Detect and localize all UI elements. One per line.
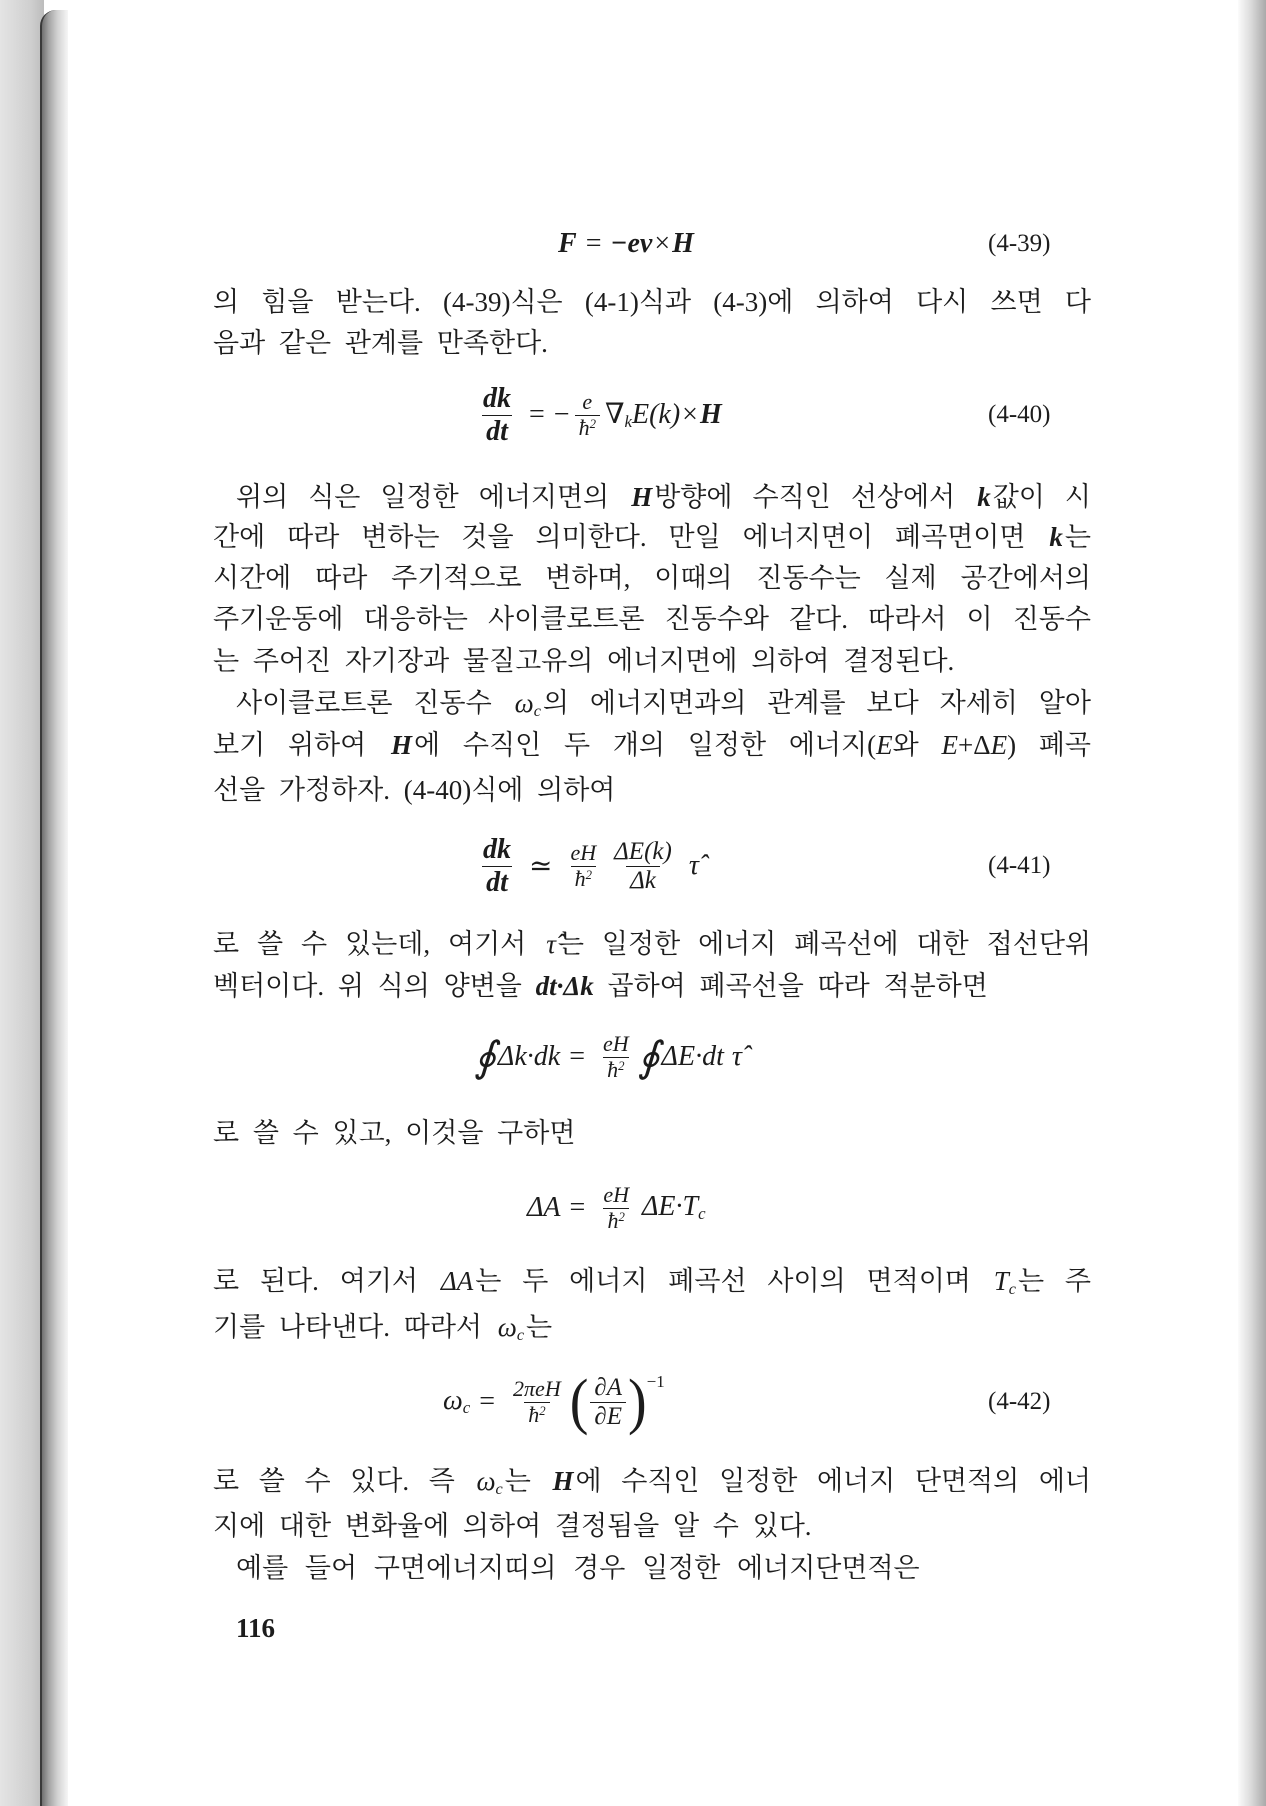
text-run: 는 (526, 1312, 553, 1342)
text-line (213, 517, 1091, 557)
text-run: 는 (1064, 522, 1091, 552)
hbar-symbol: ħ (528, 1401, 540, 1427)
math-symbol-H: H (699, 399, 722, 430)
math-term-omega-c (443, 1385, 470, 1418)
math-symbol-F: F (558, 228, 577, 259)
hbar-symbol: ħ (607, 1056, 619, 1082)
math-operator-equals: = (569, 1041, 585, 1072)
superscript: 2 (585, 867, 592, 882)
omega-symbol: ω (497, 1312, 517, 1342)
math-term-energy: E(k) (631, 399, 681, 430)
math-operator-equals: = (585, 228, 602, 259)
inline-math-E: E (876, 730, 893, 760)
math-operator-equals: = (569, 1192, 586, 1223)
inline-math-E: E (990, 730, 1008, 760)
equation-body (558, 204, 694, 284)
text-run: 사이클로트론 진동수 (236, 688, 513, 718)
text-line: 선을 가정하자. (4-40)식에 의하여 (213, 775, 616, 805)
nabla-operator (605, 397, 632, 432)
denominator: ∂E (590, 1402, 626, 1431)
text-line (236, 683, 1091, 723)
text-run: 로 된다. 여기서 (213, 1266, 439, 1296)
text-line: 시간에 따라 주기적으로 변하며, 이때의 진동수는 실제 공간에서의 (213, 563, 1091, 593)
fraction (575, 390, 600, 440)
inline-math-delta-A: ΔA (440, 1266, 474, 1296)
superscript: 2 (618, 1058, 625, 1073)
page-stack-edge (40, 10, 68, 1806)
text-line (236, 477, 1091, 517)
text-run: 와 (892, 730, 942, 760)
equation-label: (4-40) (988, 401, 1051, 428)
math-operator-approx: ≃ (529, 851, 553, 882)
inline-math-T-c (993, 1266, 1016, 1299)
equation-label: (4-42) (988, 1388, 1051, 1415)
text-line: 예를 들어 구면에너지띠의 경우 일정한 에너지단면적은 (236, 1553, 920, 1583)
equation-body (443, 1362, 665, 1442)
inline-math-dt-dk: dt·Δk (535, 971, 594, 1001)
hbar-symbol: ħ (578, 414, 590, 440)
text-line (213, 1307, 1091, 1347)
contour-integral-sign: ∮ (637, 1035, 660, 1081)
text-line (213, 966, 1091, 1006)
text-line: 로 쓸 수 있고, 이것을 구하면 (213, 1118, 576, 1148)
numerator: eH (570, 839, 597, 865)
page-number: 116 (236, 1613, 276, 1643)
exponent: −1 (646, 1372, 665, 1391)
text-line (213, 725, 1091, 765)
fraction (610, 838, 676, 895)
text-line: 는 주어진 자기장과 물질고유의 에너지면에 의하여 결정된다. (213, 646, 955, 676)
subscript: c (698, 1204, 706, 1224)
denominator (603, 1057, 628, 1083)
text-line: 음과 같은 관계를 만족한다. (213, 328, 548, 358)
denominator: dt (482, 415, 512, 447)
book-spine-shadow (0, 0, 44, 1806)
equation-contour-integral (213, 1017, 1091, 1097)
math-operator-minus: − (553, 399, 570, 430)
text-run: ) 폐곡 (1007, 730, 1092, 760)
fraction (599, 1032, 633, 1082)
text-run: 는 주 (1017, 1266, 1091, 1296)
equation-body (474, 826, 699, 906)
subscript: c (533, 702, 541, 721)
numerator: ΔE(k) (614, 837, 672, 865)
math-operator-times: × (682, 399, 698, 430)
equation-4-39 (213, 204, 1091, 284)
fraction (566, 841, 600, 891)
math-operator-equals: = (479, 1386, 496, 1417)
math-term-energy-period: ΔE·T (642, 1191, 699, 1223)
period-symbol: T (993, 1266, 1009, 1296)
math-term-lhs: Δk·dk (497, 1041, 561, 1072)
nabla-symbol: ∇ (604, 399, 625, 431)
equation-4-41 (213, 826, 1091, 906)
tangent-unit-vector: τ̂ (688, 850, 699, 881)
text-run: 에 수직인 일정한 에너지 단면적의 에너 (575, 1466, 1091, 1496)
inline-math-E: E (941, 730, 958, 760)
text-line: 지에 대한 변화율에 의하여 결정됨을 알 수 있다. (213, 1511, 812, 1541)
contour-integral-sign: ∮ (474, 1035, 496, 1081)
numerator: ∂A (594, 1373, 622, 1401)
text-run: 에 수직인 두 개의 일정한 에너지( (414, 730, 877, 760)
equation-body (527, 1168, 706, 1248)
text-run: 간에 따라 변하는 것을 의미한다. 만일 에너지면이 폐곡면이면 (213, 522, 1048, 552)
numerator: eH (602, 1030, 629, 1056)
text-run: 의 에너지면과의 관계를 보다 자세히 알아 (542, 688, 1091, 718)
numerator: eH (603, 1181, 629, 1207)
denominator (575, 415, 600, 441)
math-term-lhs: ΔA (527, 1192, 561, 1223)
equation-4-40 (213, 375, 1091, 455)
inline-math-omega-c (497, 1312, 525, 1345)
inline-math-omega-c (476, 1466, 503, 1499)
equation-label: (4-39) (988, 230, 1051, 257)
omega-symbol: ω (476, 1466, 496, 1496)
subscript: c (516, 1326, 525, 1345)
tangent-unit-vector: τ̂ (731, 1041, 742, 1072)
left-parenthesis: ( (569, 1367, 589, 1437)
text-run: 벡터이다. 위 식의 양변을 (213, 971, 536, 1001)
superscript: 2 (539, 1403, 546, 1418)
math-term-rhs (642, 1191, 706, 1224)
text-line (213, 1261, 1091, 1301)
omega-symbol: ω (443, 1385, 463, 1417)
numerator: 2πeH (513, 1375, 561, 1401)
text-line: 의 힘을 받는다. (4-39)식은 (4-1)식과 (4-3)에 의하여 다시 쓰면 다 (213, 287, 1091, 317)
numerator: e (582, 388, 593, 414)
hbar-symbol: ħ (574, 865, 586, 891)
equation-label: (4-41) (988, 852, 1051, 879)
text-run: 기를 나타낸다. 따라서 (213, 1312, 496, 1342)
math-term-rhs: ΔE·dt (661, 1041, 724, 1072)
text-run: 방향에 수직인 선상에서 (654, 482, 976, 512)
text-run: 는 일정한 에너지 폐곡선에 대한 접선단위 (557, 929, 1091, 959)
math-operator-equals: = (529, 399, 545, 430)
omega-symbol: ω (514, 688, 534, 718)
text-line (213, 924, 1091, 964)
fraction (479, 383, 515, 447)
subscript: c (1008, 1280, 1016, 1299)
subscript: c (462, 1398, 471, 1418)
text-run: 곱하여 폐곡선을 따라 적분하면 (593, 971, 988, 1001)
denominator: Δk (626, 866, 660, 895)
fraction (599, 1183, 633, 1233)
right-page-shadow (1238, 0, 1266, 1806)
denominator: dt (482, 866, 512, 898)
math-symbol-H: H (672, 228, 694, 259)
inline-math-H: H (552, 1466, 574, 1496)
hbar-symbol: ħ (607, 1207, 619, 1233)
numerator: dk (483, 383, 511, 415)
inline-math-k: k (977, 482, 991, 512)
fraction (509, 1377, 565, 1427)
equation-body (474, 375, 722, 455)
equation-body (474, 1017, 742, 1097)
text-run: 보기 위하여 (213, 730, 390, 760)
text-run: 위의 식은 일정한 에너지면의 (236, 482, 630, 512)
math-term-ev: −ev (610, 228, 653, 259)
text-run: 로 쓸 수 있다. 즉 (213, 1466, 475, 1496)
fraction (590, 1374, 626, 1431)
fraction (479, 834, 515, 898)
inline-math-plus-delta: +Δ (957, 730, 991, 760)
inline-math-omega-c (514, 688, 541, 721)
equation-area (213, 1168, 1091, 1248)
denominator (571, 866, 596, 892)
text-run: 값이 시 (992, 482, 1092, 512)
math-operator-times: × (654, 228, 671, 259)
text-run: 로 쓸 수 있는데, 여기서 (213, 929, 545, 959)
inline-math-H: H (391, 730, 413, 760)
superscript: 2 (589, 416, 596, 431)
numerator: dk (483, 834, 511, 866)
denominator (603, 1208, 628, 1234)
superscript: 2 (618, 1209, 625, 1224)
text-run: 는 (504, 1466, 551, 1496)
inline-math-tau: τ̂ (546, 929, 556, 959)
subscript: c (495, 1480, 503, 1499)
right-parenthesis: ) (628, 1367, 647, 1437)
inline-math-k: k (1049, 522, 1063, 552)
text-run: 는 두 에너지 폐곡선 사이의 면적이며 (475, 1266, 992, 1296)
inline-math-H: H (631, 482, 653, 512)
denominator (524, 1402, 549, 1428)
text-line (213, 1461, 1091, 1501)
subscript: k (624, 412, 632, 432)
text-line: 주기운동에 대응하는 사이클로트론 진동수와 같다. 따라서 이 진동수 (213, 604, 1091, 634)
equation-4-42 (213, 1362, 1091, 1442)
